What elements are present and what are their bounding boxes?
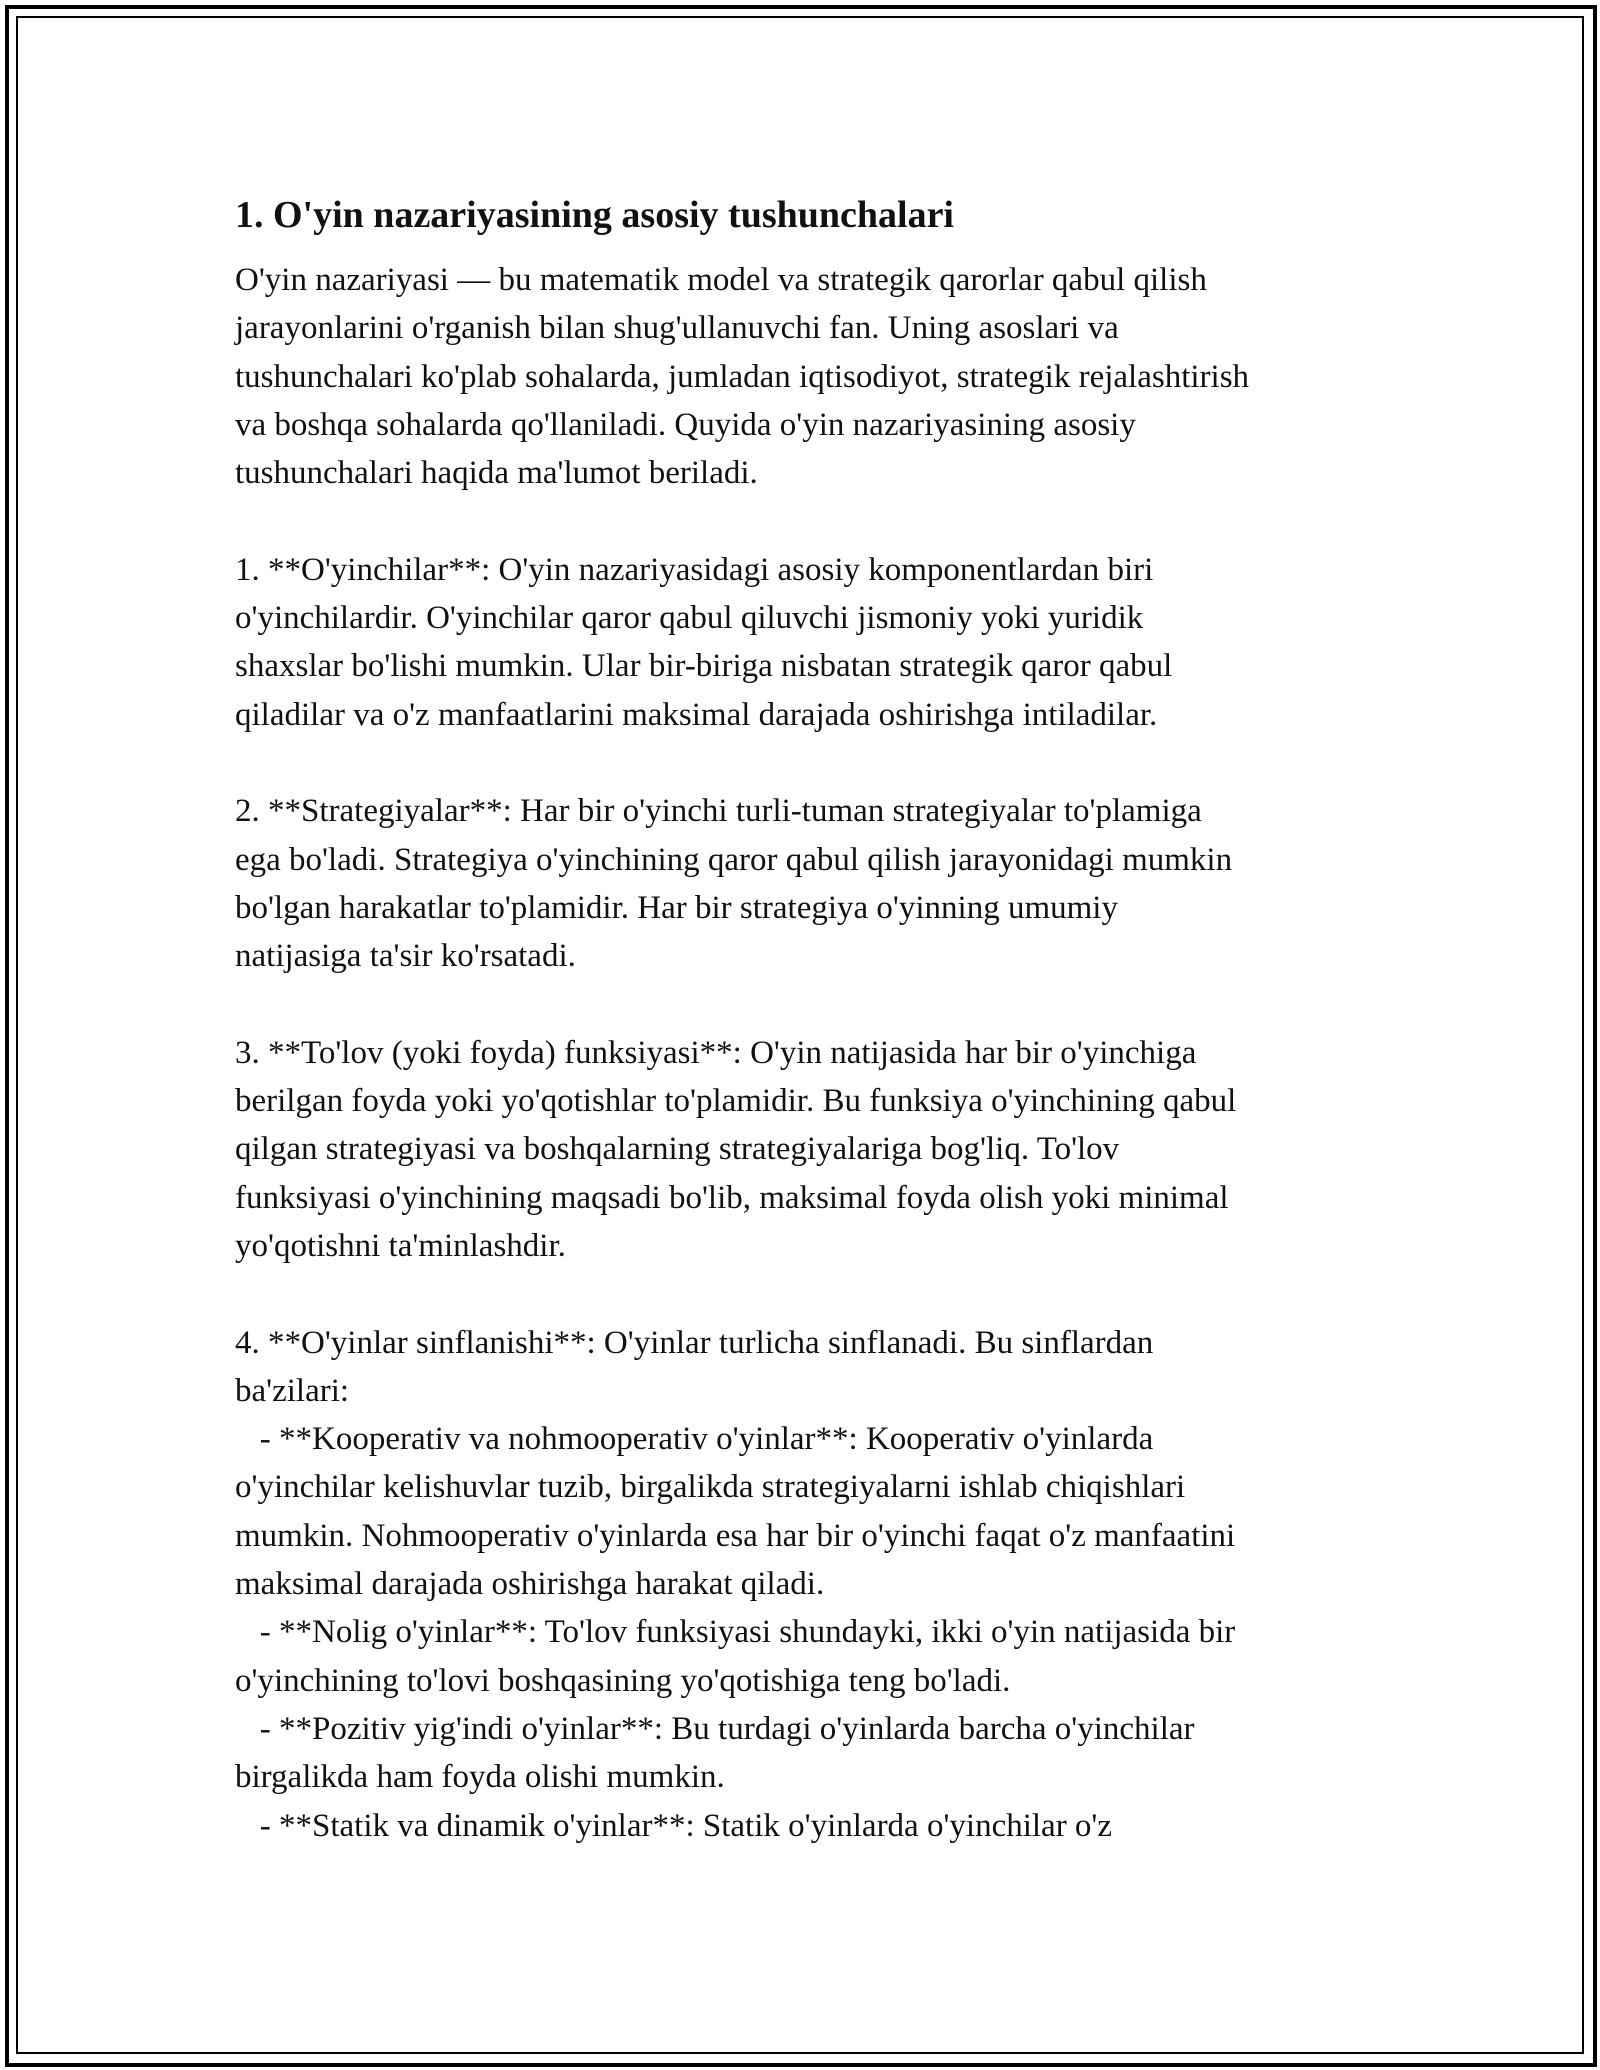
document-content: [235, 186, 1385, 1850]
document-title: 1. O'yin nazariyasining asosiy tushunchalari: [235, 194, 954, 236]
document-body: O'yin nazariyasi — bu matematik model va strategik qarorlar qabul qilish jarayonlarini o'rganish bilan shug'ullanuvchi fan. Uning asoslari va tushunchalari ko'plab sohalarda, jumladan iqtisodiyot, strategik rejalashtirish va boshqa sohalarda qo'llaniladi. Quyida o'yin nazariyasining asosiy tushunchalari haqida ma'lumot beriladi. 1. **O'yinchilar**: O'yin nazariyasidagi asosiy komponentlardan biri o'yinchilardir. O'yinchilar qaror qabul qiluvchi jismoniy yoki yuridik shaxslar bo'lishi mumkin. Ular bir-biriga nisbatan strategik qaror qabul qiladilar va o'z manfaatlarini maksimal darajada oshirishga intiladilar. 2. **Strategiyalar**: Har bir o'yinchi turli-tuman strategiyalar to'plamiga ega bo'ladi. Strategiya o'yinchining qaror qabul qilish jarayonidagi mumkin bo'lgan harakatlar to'plamidir. Har bir strategiya o'yinning umumiy natijasiga ta'sir ko'rsatadi. 3. **To'lov (yoki foyda) funksiyasi**: O'yin natijasida har bir o'yinchiga berilgan foyda yoki yo'qotishlar to'plamidir. Bu funksiya o'yinchining qabul qilgan strategiyasi va boshqalarning strategiyalariga bog'liq. To'lov funksiyasi o'yinchining maqsadi bo'lib, maksimal foyda olish yoki minimal yo'qotishni ta'minlashdir. 4. **O'yinlar sinflanishi**: O'yinlar turlicha sinflanadi. Bu sinflardan ba'zilari: - **Kooperativ va nohmooperativ o'yinlar**: Kooperativ o'yinlarda o'yinchilar kelishuvlar tuzib, birgalikda strategiyalarni ishlab chiqishlari mumkin. Nohmooperativ o'yinlarda esa har bir o'yinchi faqat o'z manfaatini maksimal darajada oshirishga harakat qiladi. - **Nolig o'yinlar**: To'lov funksiyasi shundayki, ikki o'yin natijasida bir o'yinchining to'lovi boshqasining yo'qotishiga teng bo'ladi. - **Pozitiv yig'indi o'yinlar**: Bu turdagi o'yinlarda barcha o'yinchilar birgalikda ham foyda olishi mumkin. - **Statik va dinamik o'yinlar**: Statik o'yinlarda o'yinchilar o'z: [235, 262, 1250, 1844]
